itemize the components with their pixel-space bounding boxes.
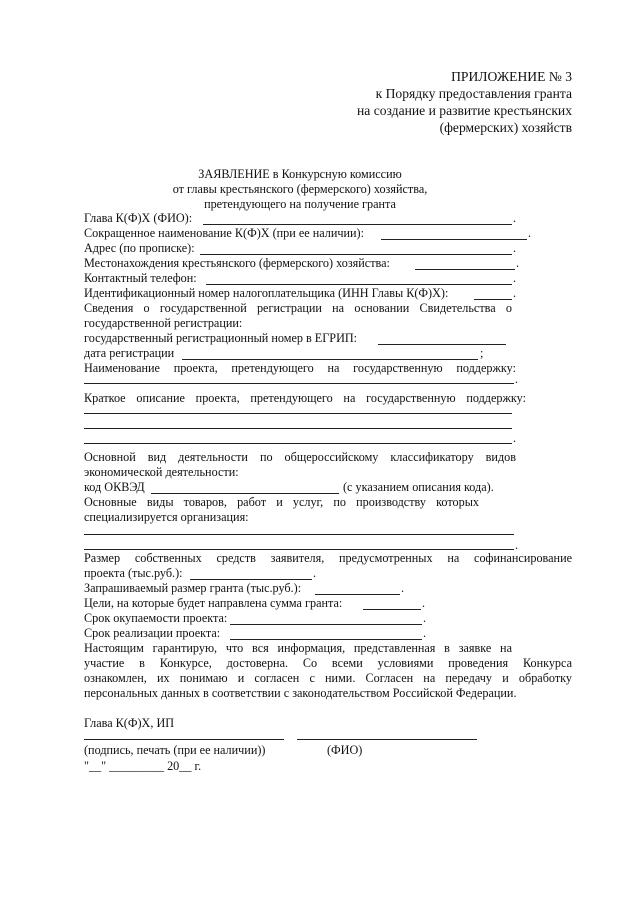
field-goals-blank [363,609,421,610]
appendix-line-3: (фермерских) хозяйств [439,120,572,135]
appendix-line-1: к Порядку предоставления гранта [375,86,572,101]
title-line-3: претендующего на получение гранта [204,197,396,211]
field-reg-date-label: дата регистрации [84,346,175,360]
field-project-desc-label: Краткое описание проекта, претендующего на государственную поддержку: [84,391,526,405]
field-egrip-blank [378,344,506,345]
signature-date: "__" _________ 20__ г. [84,759,202,773]
field-grant-size-blank [315,594,400,595]
field-end-dot: . [422,596,426,610]
title-line-1: ЗАЯВЛЕНИЕ в Конкурсную комиссию [198,167,402,181]
field-end-dot: . [423,626,427,640]
field-reg-date-blank [182,359,478,360]
field-project-name-blank [84,383,514,384]
field-payback-label: Срок окупаемости проекта: [84,611,228,625]
field-okved-code-blank [151,493,339,494]
field-inn-label: Идентификационный номер налогоплательщика (ИНН Главы К(Ф)Х): [84,286,449,300]
field-phone-blank [206,284,512,285]
field-duration-blank [230,639,422,640]
field-end-dot: . [401,581,405,595]
field-phone-label: Контактный телефон: [84,271,197,285]
field-end-dot: . [513,431,517,445]
field-own-funds-blank [190,579,312,580]
field-own-funds-label: проекта (тыс.руб.): [84,566,183,580]
appendix-number: ПРИЛОЖЕНИЕ № 3 [451,69,572,84]
goods-line-2: специализируется организация: [84,510,249,524]
field-location-label: Местонахождения крестьянского (фермерского) хозяйства: [84,256,390,270]
signature-sign-blank [84,739,284,740]
field-project-name-label: Наименование проекта, претендующего на государственную поддержку: [84,361,516,375]
field-end-dot: . [313,566,317,580]
field-end-dot: . [515,538,519,552]
signature-fio-caption: (ФИО) [327,743,363,757]
field-end-dot: . [513,271,517,285]
own-funds-line-1: Размер собственных средств заявителя, предусмотренных на софинансирование [84,551,572,565]
field-end-dot: . [528,226,532,240]
field-grant-size-label: Запрашиваемый размер гранта (тыс.руб.): [84,581,302,595]
field-short-name-blank [381,239,527,240]
title-line-2: от главы крестьянского (фермерского) хозяйства, [172,182,428,196]
guarantee-line-4: персональных данных в соответствии с законодательством Российской Федерации. [84,686,517,700]
field-head-fio-label: Глава К(Ф)Х (ФИО): [84,211,193,225]
signature-sign-caption: (подпись, печать (при ее наличии)) [84,743,266,757]
field-end-dot: . [516,256,520,270]
field-goals-label: Цели, на которые будет направлена сумма гранта: [84,596,343,610]
field-short-name-label: Сокращенное наименование К(Ф)Х (при ее наличии): [84,226,364,240]
field-inn-blank [474,299,512,300]
field-end-dot: . [513,286,517,300]
guarantee-line-1: Настоящим гарантирую, что вся информация, представленная в заявке на [84,641,512,655]
field-location-blank [415,269,515,270]
field-egrip-label: государственный регистрационный номер в ЕГРИП: [84,331,358,345]
field-end-semicolon: ; [480,346,484,360]
field-end-dot: . [423,611,427,625]
okved-line-2: экономической деятельности: [84,465,239,479]
signature-fio-blank [297,739,477,740]
field-end-dot: . [513,241,517,255]
field-goods-blank-1 [84,534,514,535]
field-payback-blank [230,624,422,625]
field-goods-blank-2 [84,549,514,550]
registration-line-1: Сведения о государственной регистрации на основании Свидетельства о [84,301,512,315]
field-end-dot: . [515,372,519,386]
registration-line-2: государственной регистрации: [84,316,243,330]
field-project-desc-blank-3 [84,443,512,444]
field-address-blank [200,254,512,255]
field-project-desc-blank-2 [84,428,512,429]
guarantee-line-2: участие в Конкурсе, достоверна. Со всеми условиями проведения Конкурса [84,656,572,670]
signature-role: Глава К(Ф)Х, ИП [84,716,175,730]
field-project-desc-blank-1 [84,413,512,414]
goods-line-1: Основные виды товаров, работ и услуг, по производству которых [84,495,479,509]
field-head-fio-blank [203,224,512,225]
field-duration-label: Срок реализации проекта: [84,626,221,640]
field-address-label: Адрес (по прописке): [84,241,195,255]
okved-line-1: Основной вид деятельности по общероссийскому классификатору видов [84,450,516,464]
field-okved-note: (с указанием описания кода). [343,480,494,494]
guarantee-line-3: ознакомлен, их понимаю и согласен с ними. Согласен на передачу и обработку [84,671,572,685]
field-end-dot: . [513,211,517,225]
field-okved-code-label: код ОКВЭД [84,480,145,494]
appendix-line-2: на создание и развитие крестьянских [357,103,572,118]
